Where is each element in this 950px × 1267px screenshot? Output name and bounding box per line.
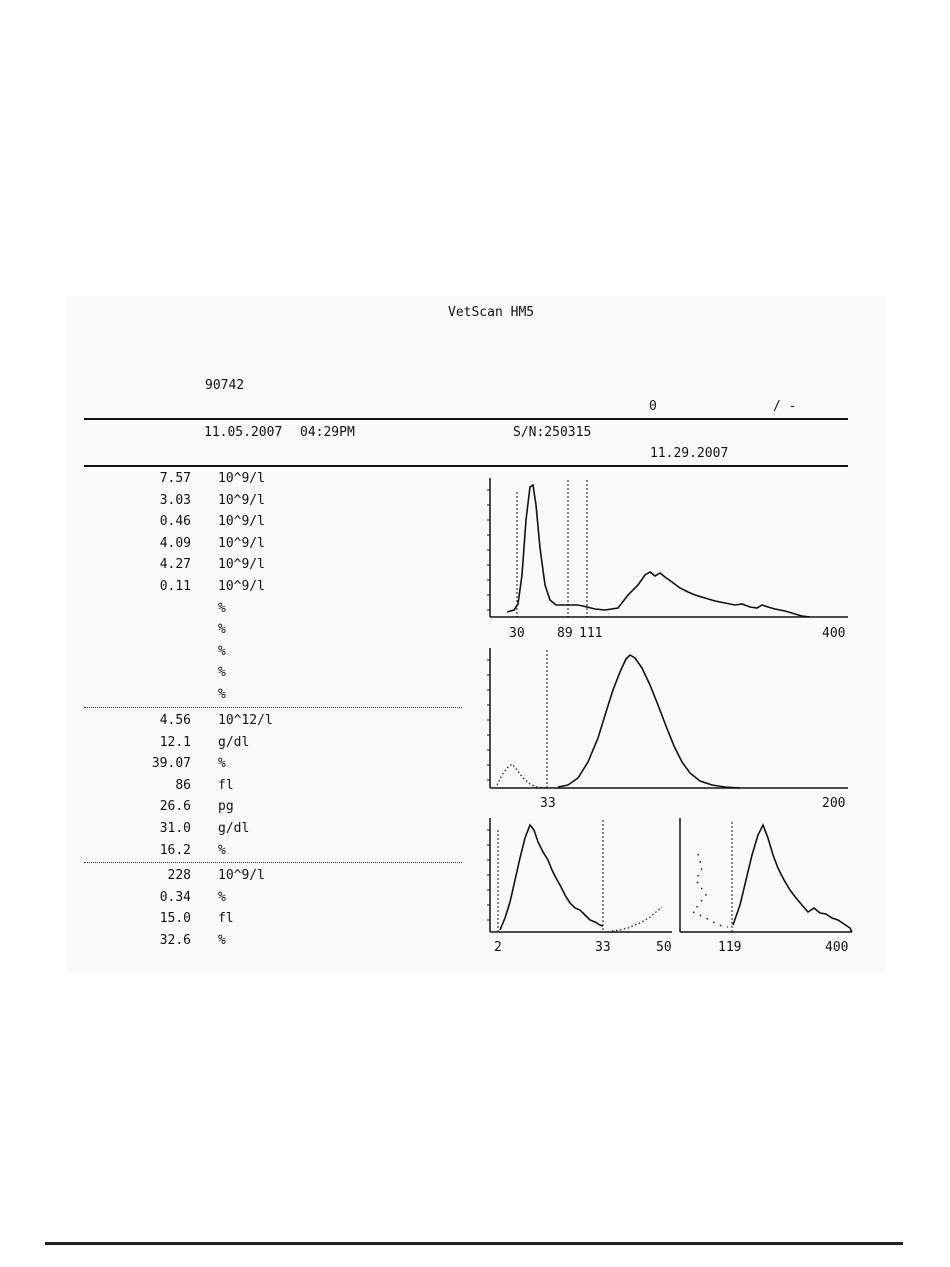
header-rule-bottom <box>84 465 848 467</box>
result-value: 4.09 <box>159 535 191 551</box>
wbc-label-89: 89 <box>557 626 573 641</box>
result-unit: 10^12/l <box>218 713 273 728</box>
result-value: 0.11 <box>159 579 191 594</box>
result-unit: % <box>218 842 226 858</box>
result-unit: 10^9/l <box>218 557 265 573</box>
result-unit: 10^9/l <box>218 471 265 486</box>
result-unit: % <box>218 622 226 638</box>
result-unit: % <box>218 643 226 659</box>
result-unit: % <box>218 889 226 905</box>
result-unit: g/dl <box>218 821 250 836</box>
result-value: 228 <box>167 868 191 883</box>
result-unit: % <box>218 600 226 616</box>
result-unit: 10^9/l <box>218 535 265 551</box>
result-unit: pg <box>218 799 234 815</box>
header-field-a: 0 <box>649 399 657 414</box>
result-unit: 10^9/l <box>218 492 265 508</box>
result-value: 31.0 <box>159 821 191 836</box>
test-date: 11.05.2007 <box>204 425 283 440</box>
result-value: 3.03 <box>159 492 191 508</box>
page-footer-rule <box>45 1242 903 1245</box>
device-title: VetScan HM5 <box>448 305 535 320</box>
wbc-label-111: 111 <box>579 626 603 641</box>
group-divider <box>84 862 462 863</box>
result-unit: 10^9/l <box>218 514 265 530</box>
rbc-label-200: 200 <box>822 796 846 811</box>
test-time: 04:29PM <box>300 425 355 440</box>
result-value: 15.0 <box>159 911 191 927</box>
result-unit: fl <box>218 777 234 793</box>
result-unit: g/dl <box>218 734 250 750</box>
result-value: 32.6 <box>159 932 191 948</box>
result-value: 0.46 <box>159 514 191 530</box>
result-value: 7.57 <box>159 471 191 486</box>
result-unit: 10^9/l <box>218 868 265 883</box>
result-unit: % <box>218 687 226 702</box>
result-value: 39.07 <box>151 756 191 772</box>
header-rule-top <box>84 418 848 420</box>
plt-label-33: 33 <box>595 940 611 955</box>
result-value: 26.6 <box>159 799 191 815</box>
serial-number: S/N:250315 <box>513 425 592 440</box>
result-unit: fl <box>218 911 234 927</box>
result-value: 4.27 <box>159 557 191 573</box>
header-field-b: / - <box>773 399 797 414</box>
result-value: 0.34 <box>159 889 191 905</box>
plt-label-50: 50 <box>656 940 672 955</box>
result-unit: 10^9/l <box>218 579 265 594</box>
patient-id: 90742 <box>205 378 245 393</box>
right-label-400: 400 <box>825 940 849 955</box>
result-unit: % <box>218 932 226 948</box>
rbc-label-33: 33 <box>540 796 556 811</box>
wbc-label-400: 400 <box>822 626 846 641</box>
group-divider <box>84 707 462 708</box>
result-value: 12.1 <box>159 734 191 750</box>
plt-label-2: 2 <box>494 940 502 955</box>
result-value: 4.56 <box>159 713 191 728</box>
result-unit: % <box>218 756 226 772</box>
report-date: 11.29.2007 <box>650 446 729 461</box>
result-value: 86 <box>175 777 191 793</box>
result-value: 16.2 <box>159 842 191 858</box>
right-label-119: 119 <box>718 940 742 955</box>
result-unit: % <box>218 665 226 681</box>
wbc-label-30: 30 <box>509 626 525 641</box>
